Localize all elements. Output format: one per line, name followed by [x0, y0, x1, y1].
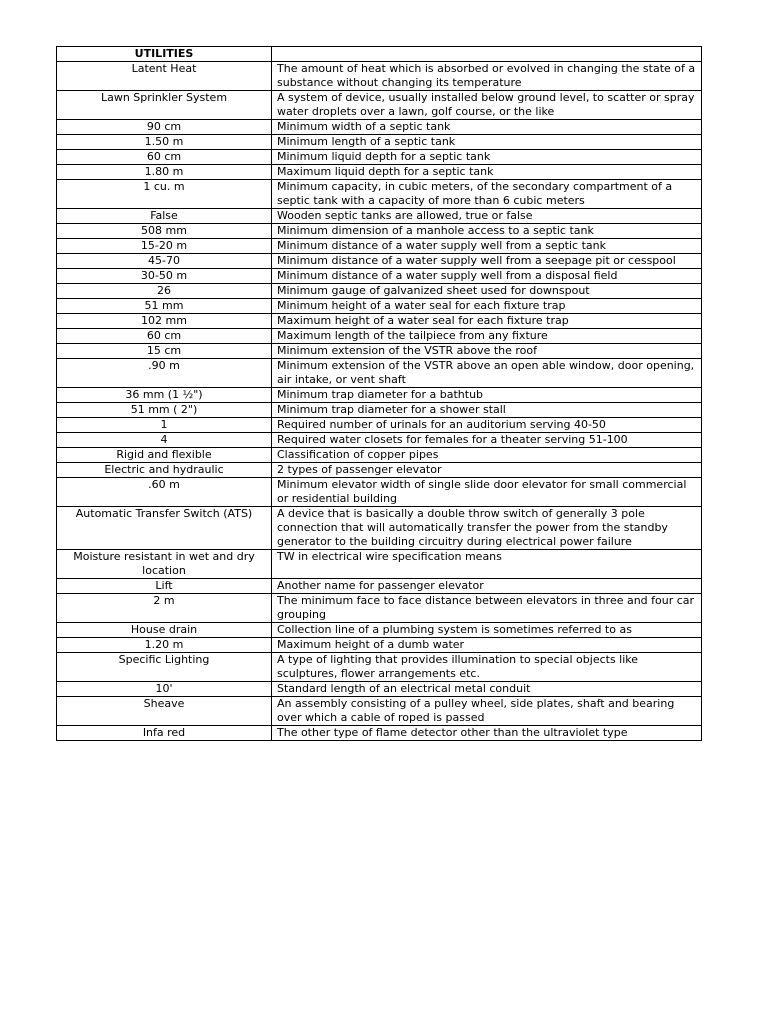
- row-term-cell: Lift: [57, 579, 272, 594]
- row-term-cell: 60 cm: [57, 150, 272, 165]
- table-row: [57, 224, 702, 239]
- row-description-cell: Maximum length of the tailpiece from any fixture: [272, 329, 702, 344]
- header-cell-description: [272, 47, 702, 62]
- table-row: [57, 403, 702, 418]
- row-term-cell: 51 mm: [57, 299, 272, 314]
- row-description-cell: Required number of urinals for an auditorium serving 40-50: [272, 418, 702, 433]
- row-description-cell: Minimum liquid depth for a septic tank: [272, 150, 702, 165]
- table-row: [57, 507, 702, 550]
- row-description-cell: A device that is basically a double throw switch of generally 3 pole connection that will automatically transfer the power from the standby generator to the building circuitry during electrical power failure: [272, 507, 702, 550]
- row-description-cell: Required water closets for females for a theater serving 51-100: [272, 433, 702, 448]
- table-row: [57, 314, 702, 329]
- table-row: [57, 165, 702, 180]
- row-description-cell: Minimum extension of the VSTR above an open able window, door opening, air intake, or vent shaft: [272, 359, 702, 388]
- row-description-cell: Minimum length of a septic tank: [272, 135, 702, 150]
- row-term-cell: 1.50 m: [57, 135, 272, 150]
- table-row: [57, 329, 702, 344]
- row-description-cell: Classification of copper pipes: [272, 448, 702, 463]
- row-description-cell: 2 types of passenger elevator: [272, 463, 702, 478]
- row-term-cell: 30-50 m: [57, 269, 272, 284]
- row-term-cell: Moisture resistant in wet and dry location: [57, 550, 272, 579]
- table-row: [57, 638, 702, 653]
- row-term-cell: 1 cu. m: [57, 180, 272, 209]
- row-term-cell: 60 cm: [57, 329, 272, 344]
- table-row: [57, 254, 702, 269]
- table-body: [57, 47, 702, 741]
- row-term-cell: Infa red: [57, 726, 272, 741]
- table-row: [57, 448, 702, 463]
- row-term-cell: Lawn Sprinkler System: [57, 91, 272, 120]
- row-description-cell: Maximum liquid depth for a septic tank: [272, 165, 702, 180]
- row-term-cell: False: [57, 209, 272, 224]
- row-description-cell: Wooden septic tanks are allowed, true or false: [272, 209, 702, 224]
- table-row: [57, 284, 702, 299]
- row-term-cell: 1.20 m: [57, 638, 272, 653]
- row-description-cell: The minimum face to face distance between elevators in three and four car grouping: [272, 594, 702, 623]
- table-row: [57, 653, 702, 682]
- row-description-cell: Maximum height of a dumb water: [272, 638, 702, 653]
- row-term-cell: Sheave: [57, 697, 272, 726]
- row-term-cell: 15-20 m: [57, 239, 272, 254]
- table-row: [57, 150, 702, 165]
- row-term-cell: 1: [57, 418, 272, 433]
- row-description-cell: An assembly consisting of a pulley wheel, side plates, shaft and bearing over which a cable of roped is passed: [272, 697, 702, 726]
- table-row: [57, 697, 702, 726]
- table-row: [57, 418, 702, 433]
- row-description-cell: The other type of flame detector other than the ultraviolet type: [272, 726, 702, 741]
- table-row: [57, 388, 702, 403]
- row-term-cell: 45-70: [57, 254, 272, 269]
- table-row: [57, 579, 702, 594]
- table-row: [57, 478, 702, 507]
- row-description-cell: Minimum height of a water seal for each fixture trap: [272, 299, 702, 314]
- row-description-cell: Standard length of an electrical metal conduit: [272, 682, 702, 697]
- row-description-cell: TW in electrical wire specification means: [272, 550, 702, 579]
- table-row: [57, 62, 702, 91]
- row-description-cell: Minimum width of a septic tank: [272, 120, 702, 135]
- row-term-cell: Latent Heat: [57, 62, 272, 91]
- row-description-cell: Minimum distance of a water supply well from a seepage pit or cesspool: [272, 254, 702, 269]
- row-term-cell: 51 mm ( 2"): [57, 403, 272, 418]
- row-description-cell: Collection line of a plumbing system is sometimes referred to as: [272, 623, 702, 638]
- row-term-cell: 508 mm: [57, 224, 272, 239]
- table-row: [57, 594, 702, 623]
- header-cell-term: UTILITIES: [57, 47, 272, 62]
- table-row: [57, 433, 702, 448]
- table-row: [57, 344, 702, 359]
- table-row: [57, 550, 702, 579]
- table-row: [57, 299, 702, 314]
- table-row: [57, 726, 702, 741]
- utilities-table: [56, 46, 702, 741]
- table-row: [57, 463, 702, 478]
- row-description-cell: Another name for passenger elevator: [272, 579, 702, 594]
- row-description-cell: Maximum height of a water seal for each fixture trap: [272, 314, 702, 329]
- row-term-cell: 4: [57, 433, 272, 448]
- table-header-row: [57, 47, 702, 62]
- table-row: [57, 135, 702, 150]
- row-term-cell: Rigid and flexible: [57, 448, 272, 463]
- row-term-cell: Automatic Transfer Switch (ATS): [57, 507, 272, 550]
- table-row: [57, 209, 702, 224]
- row-description-cell: A type of lighting that provides illumination to special objects like sculptures, flower arrangements etc.: [272, 653, 702, 682]
- row-term-cell: 10': [57, 682, 272, 697]
- row-description-cell: The amount of heat which is absorbed or evolved in changing the state of a substance without changing its temperature: [272, 62, 702, 91]
- row-description-cell: Minimum dimension of a manhole access to a septic tank: [272, 224, 702, 239]
- table-row: [57, 682, 702, 697]
- table-row: [57, 359, 702, 388]
- row-term-cell: 102 mm: [57, 314, 272, 329]
- table-row: [57, 623, 702, 638]
- table-row: [57, 239, 702, 254]
- row-term-cell: 90 cm: [57, 120, 272, 135]
- row-description-cell: Minimum gauge of galvanized sheet used for downspout: [272, 284, 702, 299]
- row-description-cell: Minimum trap diameter for a bathtub: [272, 388, 702, 403]
- row-description-cell: Minimum elevator width of single slide door elevator for small commercial or residential building: [272, 478, 702, 507]
- row-term-cell: .60 m: [57, 478, 272, 507]
- row-description-cell: A system of device, usually installed below ground level, to scatter or spray water droplets over a lawn, golf course, or the like: [272, 91, 702, 120]
- row-term-cell: Electric and hydraulic: [57, 463, 272, 478]
- row-term-cell: House drain: [57, 623, 272, 638]
- row-term-cell: 1.80 m: [57, 165, 272, 180]
- row-description-cell: Minimum trap diameter for a shower stall: [272, 403, 702, 418]
- row-term-cell: .90 m: [57, 359, 272, 388]
- row-description-cell: Minimum distance of a water supply well from a disposal field: [272, 269, 702, 284]
- row-term-cell: 36 mm (1 ½"): [57, 388, 272, 403]
- row-term-cell: 2 m: [57, 594, 272, 623]
- table-row: [57, 269, 702, 284]
- row-description-cell: Minimum capacity, in cubic meters, of the secondary compartment of a septic tank with a capacity of more than 6 cubic meters: [272, 180, 702, 209]
- row-term-cell: 26: [57, 284, 272, 299]
- row-term-cell: 15 cm: [57, 344, 272, 359]
- row-description-cell: Minimum distance of a water supply well from a septic tank: [272, 239, 702, 254]
- row-term-cell: Specific Lighting: [57, 653, 272, 682]
- table-row: [57, 180, 702, 209]
- table-row: [57, 91, 702, 120]
- table-row: [57, 120, 702, 135]
- row-description-cell: Minimum extension of the VSTR above the roof: [272, 344, 702, 359]
